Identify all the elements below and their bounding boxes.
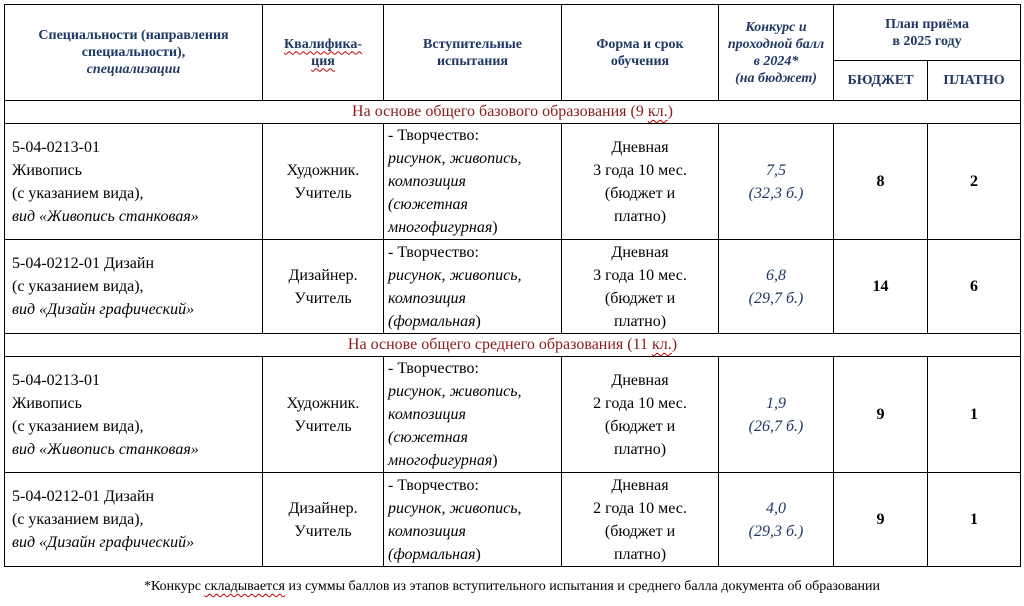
specialty-cell: 5-04-0213-01 Живопись (с указанием вида), вид «Живопись станковая» xyxy=(5,357,263,473)
paid-cell: 1 xyxy=(928,473,1021,567)
header-row xyxy=(5,5,1021,61)
paid-cell: 2 xyxy=(928,124,1021,240)
header-paid: ПЛАТНО xyxy=(928,61,1021,101)
exam-cell: - Творчество: рисунок, живопись, композиция (формальная) xyxy=(384,473,562,567)
budget-cell: 14 xyxy=(834,240,928,334)
header-admission-plan: План приёма в 2025 году xyxy=(834,5,1021,61)
admission-plan-table xyxy=(4,4,1021,567)
form-cell: Дневная 3 года 10 мес. (бюджет и платно) xyxy=(562,240,719,334)
specialty-cell: 5-04-0213-01 Живопись (с указанием вида), вид «Живопись станковая» xyxy=(5,124,263,240)
header-budget: БЮДЖЕТ xyxy=(834,61,928,101)
paid-cell: 1 xyxy=(928,357,1021,473)
table-row xyxy=(5,124,1021,240)
header-specialty: Специальности (направления специальности), специализации xyxy=(5,5,263,101)
header-passing-score: Конкурс и проходной балл в 2024* (на бюджет) xyxy=(719,5,834,101)
exam-cell: - Творчество: рисунок, живопись, композиция (формальная) xyxy=(384,240,562,334)
score-cell: 7,5 (32,3 б.) xyxy=(719,124,834,240)
header-form-duration: Форма и срок обучения xyxy=(562,5,719,101)
table-row xyxy=(5,240,1021,334)
table-row xyxy=(5,357,1021,473)
qualification-cell: Дизайнер. Учитель xyxy=(263,240,384,334)
section-title: На основе общего базового образования (9 кл.) xyxy=(5,101,1021,124)
qualification-cell: Художник. Учитель xyxy=(263,124,384,240)
footnote: *Конкурс складывается из суммы баллов из этапов вступительного испытания и среднего балла документа об образовании xyxy=(143,579,880,594)
section-title: На основе общего среднего образования (11 кл.) xyxy=(5,334,1021,357)
exam-cell: - Творчество: рисунок, живопись, композиция (сюжетная многофигурная) xyxy=(384,124,562,240)
form-cell: Дневная 2 года 10 мес. (бюджет и платно) xyxy=(562,357,719,473)
table-row xyxy=(5,473,1021,567)
section-row-secondary xyxy=(5,334,1021,357)
paid-cell: 6 xyxy=(928,240,1021,334)
specialty-cell: 5-04-0212-01 Дизайн (с указанием вида), вид «Дизайн графический» xyxy=(5,473,263,567)
budget-cell: 9 xyxy=(834,473,928,567)
score-cell: 4,0 (29,3 б.) xyxy=(719,473,834,567)
section-row-basic xyxy=(5,101,1021,124)
header-qualification: Квалифика- ция xyxy=(263,5,384,101)
score-cell: 1,9 (26,7 б.) xyxy=(719,357,834,473)
specialty-cell: 5-04-0212-01 Дизайн (с указанием вида), вид «Дизайн графический» xyxy=(5,240,263,334)
header-exams: Вступительные испытания xyxy=(384,5,562,101)
budget-cell: 8 xyxy=(834,124,928,240)
form-cell: Дневная 2 года 10 мес. (бюджет и платно) xyxy=(562,473,719,567)
budget-cell: 9 xyxy=(834,357,928,473)
score-cell: 6,8 (29,7 б.) xyxy=(719,240,834,334)
form-cell: Дневная 3 года 10 мес. (бюджет и платно) xyxy=(562,124,719,240)
qualification-cell: Художник. Учитель xyxy=(263,357,384,473)
exam-cell: - Творчество: рисунок, живопись, композиция (сюжетная многофигурная) xyxy=(384,357,562,473)
qualification-cell: Дизайнер. Учитель xyxy=(263,473,384,567)
